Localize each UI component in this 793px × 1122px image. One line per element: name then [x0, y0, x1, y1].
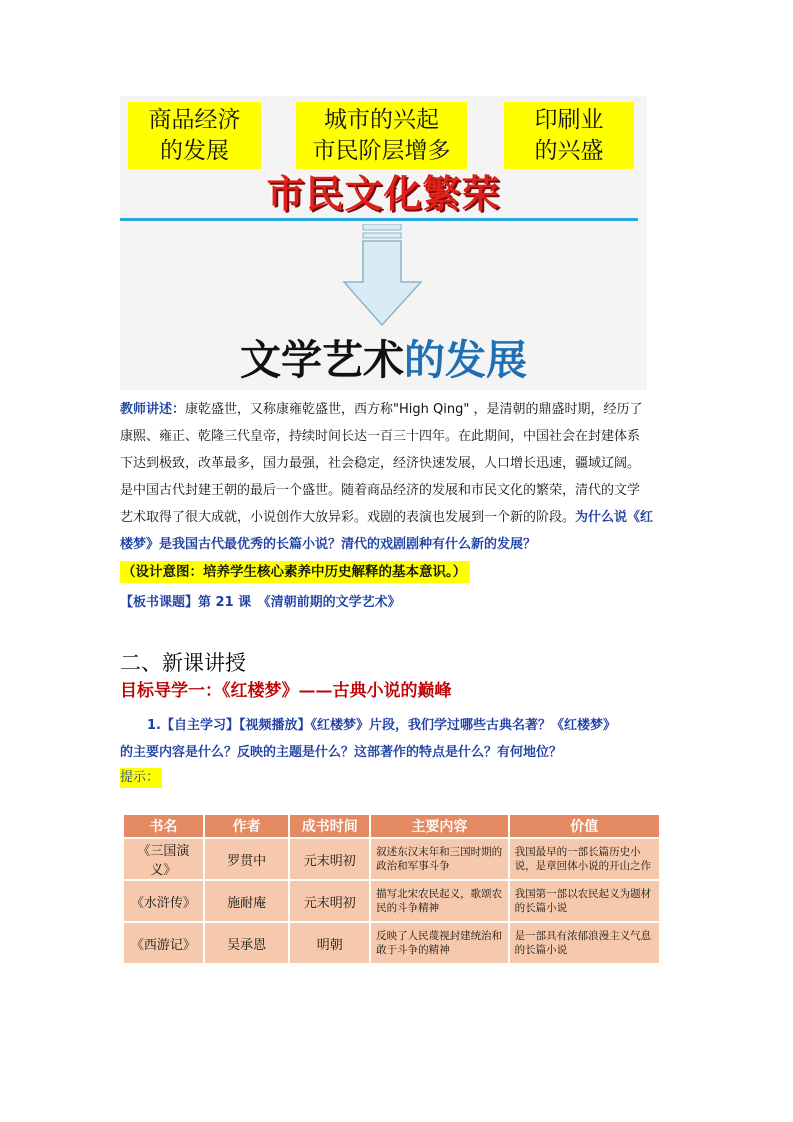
cell-value: 我国最早的一部长篇历史小说，是章回体小说的开山之作 [509, 838, 660, 880]
concept-diagram [120, 96, 647, 390]
cell-title: 《西游记》 [123, 922, 204, 964]
cause-box-cities-line2: 市民阶层增多 [312, 137, 451, 164]
cell-time: 元末明初 [289, 838, 370, 880]
development-text: 的发展 [404, 336, 527, 384]
narration-line-4: 是中国古代封建王朝的最后一个盛世。随着商品经济的发展和市民文化的繁荣，清代的文学 [120, 483, 641, 498]
cell-content: 描写北宋农民起义，歌颂农民的斗争精神 [370, 880, 508, 922]
literature-arts-text: 文学艺术 [240, 336, 404, 384]
cell-title: 《水浒传》 [123, 880, 204, 922]
culture-prosperity-title: 市民文化繁荣 [266, 172, 501, 216]
down-arrow-icon [342, 224, 424, 328]
narration-line-1: 康乾盛世，又称康雍乾盛世，西方称"High Qing" ，是清朝的鼎盛时期，经历了 [185, 402, 643, 417]
cell-time: 明朝 [289, 922, 370, 964]
table-row [123, 922, 660, 964]
cause-box-commerce-line1: 商品经济 [148, 106, 241, 133]
table-row [123, 838, 660, 880]
header-title: 书名 [123, 814, 204, 838]
design-intent: （设计意图：培养学生核心素养中历史解释的基本意识。） [120, 561, 470, 583]
header-time: 成书时间 [289, 814, 370, 838]
cause-box-commerce-line2: 的发展 [160, 137, 229, 164]
section-title: 二、新课讲授 [120, 651, 246, 675]
self-study-question [120, 712, 680, 766]
header-author: 作者 [204, 814, 290, 838]
hint-label: 提示： [120, 768, 162, 788]
header-value: 价值 [509, 814, 660, 838]
table-row [123, 880, 660, 922]
goal-title: 目标导学一：《红楼梦》——古典小说的巅峰 [120, 681, 452, 701]
teacher-narration [120, 396, 680, 558]
question-line-2: 的主要内容是什么？反映的主题是什么？这部著作的特点是什么？有何地位？ [120, 745, 563, 760]
cell-author: 施耐庵 [204, 880, 290, 922]
classics-table [122, 813, 661, 965]
narration-line-2: 康熙、雍正、乾隆三代皇帝，持续时间长达一百三十四年。在此期间，中国社会在封建体系 [120, 429, 641, 444]
cause-box-cities-line1: 城市的兴起 [324, 106, 439, 133]
header-content: 主要内容 [370, 814, 508, 838]
cause-box-printing-line1: 印刷业 [534, 106, 604, 133]
cell-time: 元末明初 [289, 880, 370, 922]
cause-box-commerce [128, 102, 261, 169]
cause-box-cities [296, 102, 467, 169]
cell-author: 吴承恩 [204, 922, 290, 964]
divider-line [120, 218, 638, 221]
cell-content: 反映了人民蔑视封建统治和敢于斗争的精神 [370, 922, 508, 964]
narration-line-3: 下达到极致，改革最多，国力最强，社会稳定，经济快速发展，人口增长迅速，疆域辽阔。 [120, 456, 641, 471]
question-line-1: 1.【自主学习】【视频播放】《红楼梦》片段，我们学过哪些古典名著？《红楼梦》 [147, 718, 616, 733]
cell-author: 罗贯中 [204, 838, 290, 880]
cause-box-printing-line2: 的兴盛 [534, 137, 604, 164]
cell-content: 叙述东汉末年和三国时期的政治和军事斗争 [370, 838, 508, 880]
cell-title: 《三国演义》 [123, 838, 204, 880]
board-title: 【板书课题】第 21 课 《清朝前期的文学艺术》 [120, 595, 401, 610]
cell-value: 是一部具有浓郁浪漫主义气息的长篇小说 [509, 922, 660, 964]
narration-line-5: 艺术取得了很大成就，小说创作大放异彩。戏剧的表演也发展到一个新的阶段。 [120, 510, 576, 525]
cause-box-printing [504, 102, 634, 169]
teacher-label: 教师讲述： [120, 402, 186, 417]
narration-question-start: 为什么说《红 [575, 510, 654, 525]
literature-development-title [120, 334, 647, 386]
cell-value: 我国第一部以农民起义为题材的长篇小说 [509, 880, 660, 922]
table-header-row [123, 814, 660, 838]
narration-question-end: 楼梦》是我国古代最优秀的长篇小说？清代的戏剧剧种有什么新的发展？ [120, 537, 537, 552]
